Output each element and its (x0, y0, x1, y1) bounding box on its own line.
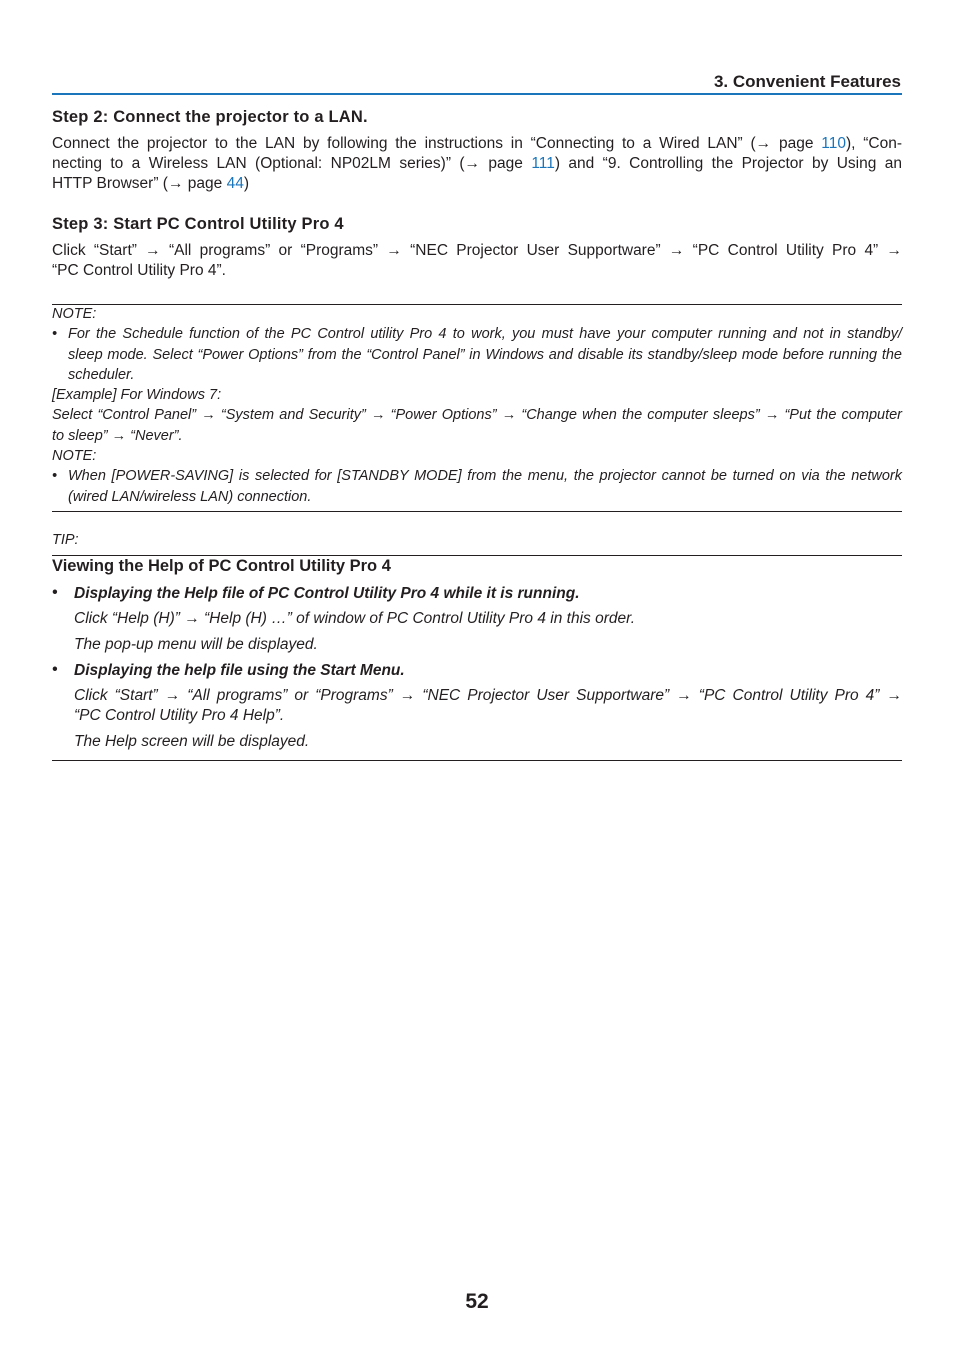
note1-line: For the Schedule function of the PC Control utility Pro 4 to work, you must have your computer running and not in standby/ (68, 326, 902, 343)
bullet-icon: • (52, 326, 58, 343)
example-line: Select “Control Panel” → “System and Security” → “Power Options” → “Change when the computer sleeps” → “Put the computer (52, 407, 902, 424)
page-link-111[interactable]: 111 (531, 155, 555, 172)
note1-line: sleep mode. Select “Power Options” from the “Control Panel” in Windows and disable its standby/sleep mode before running the (68, 346, 902, 363)
help-item-2-line: Click “Start” → “All programs” or “Programs” → “NEC Projector User Supportware” → “PC Control Utility Pro 4” → (74, 687, 902, 704)
page-link-44[interactable]: 44 (226, 175, 244, 192)
tip-top-rule (52, 555, 902, 556)
help-item-2-heading: Displaying the help file using the Start Menu. (74, 662, 405, 679)
help-item-1-line: The pop-up menu will be displayed. (74, 636, 318, 653)
bullet-icon: • (52, 468, 58, 485)
help-item-2-line: The Help screen will be displayed. (74, 733, 310, 750)
page-link-110[interactable]: 110 (821, 135, 846, 152)
note-label: NOTE: (52, 306, 97, 322)
note2-bullet-item (52, 466, 902, 507)
step2-line-2: necting to a Wireless LAN (Optional: NP02LM series)” (→ page 111) and “9. Controlling the Projector by Using an (52, 155, 903, 172)
note1-bullet-item (52, 324, 902, 385)
step2-line-3: HTTP Browser” (→ page 44) (52, 175, 249, 192)
step3-line-2: “PC Control Utility Pro 4”. (52, 262, 226, 279)
note-box (52, 304, 902, 507)
help-item-2 (52, 661, 902, 752)
help-item-1-line: Click “Help (H)” → “Help (H) …” of window of PC Control Utility Pro 4 in this order. (74, 610, 635, 627)
step3-heading: Step 3: Start PC Control Utility Pro 4 (52, 215, 344, 233)
tip-label: TIP: (52, 532, 79, 548)
help-section-title: Viewing the Help of PC Control Utility Pro 4 (52, 557, 391, 575)
example-line: to sleep” → “Never”. (52, 427, 183, 444)
step2-heading: Step 2: Connect the projector to a LAN. (52, 108, 368, 126)
note-label: NOTE: (52, 448, 97, 465)
note1-line: scheduler. (68, 366, 135, 383)
step3-line-1: Click “Start” → “All programs” or “Programs” → “NEC Projector User Supportware” → “PC Control Utility Pro 4” → (52, 242, 902, 259)
step3-paragraph (52, 241, 902, 281)
step2-paragraph (52, 134, 902, 194)
note2-line: (wired LAN/wireless LAN) connection. (68, 488, 312, 505)
example-label: [Example] For Windows 7: (52, 387, 222, 404)
header-divider (52, 93, 902, 95)
note2-line: When [POWER-SAVING] is selected for [STANDBY MODE] from the menu, the projector cannot be turned on via the network (68, 468, 902, 485)
tip-bottom-rule (52, 760, 902, 761)
note-bottom-rule (52, 511, 902, 512)
help-item-2-line: “PC Control Utility Pro 4 Help”. (74, 707, 285, 724)
page-number: 52 (465, 1290, 489, 1313)
help-item-1 (52, 584, 902, 655)
section-title: 3. Convenient Features (713, 72, 901, 91)
bullet-icon: • (52, 661, 58, 678)
bullet-icon: • (52, 584, 58, 601)
step2-line-1: Connect the projector to the LAN by following the instructions in “Connecting to a Wired LAN” (→ page 110), “Con- (52, 135, 902, 152)
help-item-1-heading: Displaying the Help file of PC Control Utility Pro 4 while it is running. (74, 585, 580, 602)
